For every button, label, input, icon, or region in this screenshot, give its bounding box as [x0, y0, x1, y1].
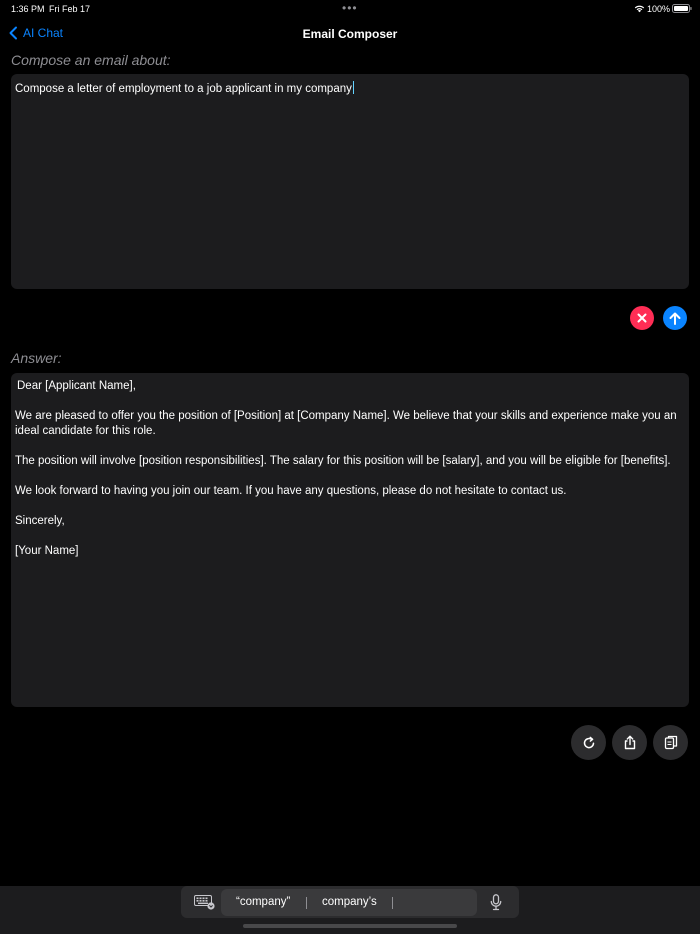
suggestion-item[interactable]: “company”: [236, 896, 291, 908]
microphone-icon[interactable]: [490, 894, 502, 911]
xmark-icon: [637, 313, 647, 323]
suggestion-item[interactable]: company’s: [322, 896, 377, 908]
clear-button[interactable]: [630, 306, 654, 330]
share-icon: [623, 735, 637, 750]
battery-percentage: 100%: [647, 4, 671, 14]
copy-button[interactable]: [653, 725, 688, 760]
battery-icon: [672, 4, 692, 13]
compose-label: Compose an email about:: [11, 52, 171, 68]
answer-paragraph: The position will involve [position responsibilities]. The salary for this position will be [salary], and you will be eligible for [benefits].: [15, 455, 671, 467]
back-button-label: AI Chat: [23, 26, 64, 40]
answer-paragraph: We look forward to having you join our team. If you have any questions, please do not hesitate to contact us.: [15, 485, 567, 497]
wifi-icon: [634, 4, 645, 13]
keyboard-icon[interactable]: [194, 895, 216, 910]
copy-icon: [664, 735, 678, 750]
answer-signature: [Your Name]: [15, 545, 79, 557]
status-date: Fri Feb 17: [49, 4, 91, 14]
send-button[interactable]: [663, 306, 687, 330]
status-time: 1:36 PM: [11, 4, 45, 14]
text-caret: [353, 81, 355, 94]
compose-input-text: Compose a letter of employment to a job applicant in my company: [15, 83, 352, 95]
suggestion-divider: [306, 897, 307, 909]
status-bar: [0, 0, 700, 18]
share-button[interactable]: [612, 725, 647, 760]
answer-textbox[interactable]: [11, 373, 689, 707]
suggestion-divider: [392, 897, 393, 909]
page-title: Email Composer: [302, 27, 398, 41]
answer-greeting: Dear [Applicant Name],: [17, 380, 136, 392]
compose-input[interactable]: [11, 74, 689, 289]
answer-closing: Sincerely,: [15, 515, 65, 527]
multitasking-dots[interactable]: •••: [342, 1, 358, 15]
answer-label: Answer:: [11, 350, 62, 366]
regenerate-button[interactable]: [571, 725, 606, 760]
answer-paragraph: We are pleased to offer you the position of [Position] at [Company Name]. We believe that your skills and experience make you an ideal candidate for this role.: [15, 410, 677, 437]
home-indicator: [243, 924, 457, 928]
refresh-icon: [582, 736, 596, 750]
arrow-up-icon: [669, 312, 681, 325]
